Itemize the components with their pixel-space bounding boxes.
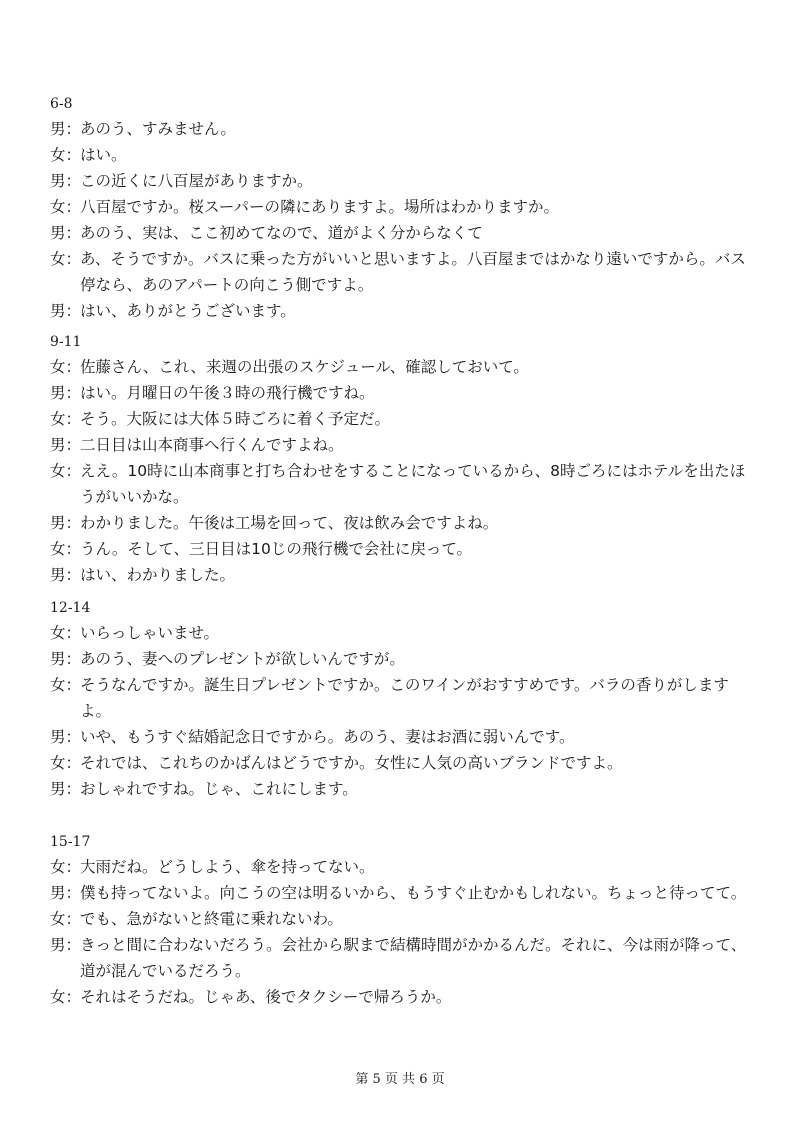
dialogue-line: [50, 724, 750, 750]
dialogue-text: ええ。10時に山本商事と打ち合わせをすることになっているから、8時ごろにはホテルを出たほうがいいかな。: [80, 462, 746, 506]
speaker-label: 女：: [50, 410, 82, 428]
speaker-label: 男：: [50, 650, 82, 668]
speaker-label: 男：: [50, 728, 82, 746]
dialogue-line: [50, 646, 750, 672]
dialogue-line: [50, 168, 750, 194]
speaker-label: 女：: [50, 910, 82, 928]
speaker-label: 女：: [50, 754, 82, 772]
dialogue-line: [50, 932, 750, 984]
dialogue-line: [50, 116, 750, 142]
dialogue-text: はい、ありがとうございます。: [80, 302, 296, 320]
dialogue-text: はい、わかりました。: [80, 566, 236, 584]
dialogue-section-12-14: [50, 596, 750, 802]
dialogue-line: [50, 298, 750, 324]
dialogue-line: [50, 432, 750, 458]
dialogue-line: [50, 246, 750, 298]
speaker-label: 男：: [50, 436, 82, 454]
dialogue-line: [50, 354, 750, 380]
dialogue-text: あのう、実は、ここ初めてなので、道がよく分からなくて: [80, 224, 483, 242]
dialogue-text: うん。そして、三日目は10じの飛行機で会社に戻って。: [80, 540, 473, 558]
dialogue-text: そうなんですか。誕生日プレゼントですか。このワインがおすすめです。バラの香りがしますよ。: [80, 676, 729, 720]
dialogue-text: いや、もうすぐ結婚記念日ですから。あのう、妻はお酒に弱いんです。: [80, 728, 575, 746]
dialogue-section-15-17: [50, 830, 750, 1010]
section-number: 6-8: [50, 96, 73, 112]
dialogue-text: この近くに八百屋がありますか。: [80, 172, 313, 190]
section-number: 12-14: [50, 600, 91, 616]
speaker-label: 女：: [50, 198, 82, 216]
speaker-label: 女：: [50, 988, 82, 1006]
speaker-label: 男：: [50, 780, 82, 798]
speaker-label: 男：: [50, 172, 82, 190]
dialogue-line: [50, 776, 750, 802]
dialogue-text: はい。: [80, 146, 127, 164]
dialogue-text: 僕も持ってないよ。向こうの空は明るいから、もうすぐ止むかもしれない。ちょっと待ってて。: [80, 884, 747, 902]
speaker-label: 男：: [50, 514, 82, 532]
dialogue-line: [50, 984, 750, 1010]
speaker-label: 女：: [50, 250, 82, 268]
dialogue-line: [50, 880, 750, 906]
dialogue-text: それでは、これちのかばんはどうですか。女性に人気の高いブランドですよ。: [80, 754, 623, 772]
dialogue-text: きっと間に合わないだろう。会社から駅まで結構時間がかかるんだ。それに、今は雨が降って、道が混んでいるだろう。: [80, 936, 747, 980]
dialogue-text: はい。月曜日の午後３時の飛行機ですね。: [80, 384, 375, 402]
section-number: 15-17: [50, 834, 91, 850]
section-number: 9-11: [50, 334, 82, 350]
dialogue-text: あ、そうですか。バスに乗った方がいいと思いますよ。八百屋まではかなり遠いですから。バス停なら、あのアパートの向こう側ですよ。: [80, 250, 746, 294]
speaker-label: 男：: [50, 884, 82, 902]
dialogue-line: [50, 142, 750, 168]
dialogue-line: [50, 510, 750, 536]
dialogue-line: [50, 536, 750, 562]
dialogue-line: [50, 750, 750, 776]
dialogue-text: そう。大阪には大体５時ごろに着く予定だ。: [80, 410, 391, 428]
dialogue-text: 八百屋ですか。桜スーパーの隣にありますよ。場所はわかりますか。: [80, 198, 559, 216]
dialogue-section-9-11: [50, 330, 750, 588]
dialogue-line: [50, 906, 750, 932]
speaker-label: 男：: [50, 566, 82, 584]
dialogue-text: 大雨だね。どうしよう、傘を持ってない。: [80, 858, 375, 876]
speaker-label: 女：: [50, 624, 82, 642]
dialogue-line: [50, 406, 750, 432]
dialogue-text: 佐藤さん、これ、来週の出張のスケジュール、確認しておいて。: [80, 358, 529, 376]
speaker-label: 男：: [50, 224, 82, 242]
dialogue-text: あのう、すみません。: [80, 120, 236, 138]
dialogue-line: [50, 220, 750, 246]
speaker-label: 女：: [50, 858, 82, 876]
dialogue-line: [50, 458, 750, 510]
speaker-label: 女：: [50, 462, 82, 480]
speaker-label: 女：: [50, 146, 82, 164]
speaker-label: 男：: [50, 384, 82, 402]
speaker-label: 女：: [50, 358, 82, 376]
dialogue-text: いらっしゃいませ。: [80, 624, 220, 642]
dialogue-text: おしゃれですね。じゃ、これにします。: [80, 780, 358, 798]
dialogue-text: わかりました。午後は工場を回って、夜は飲み会ですよね。: [80, 514, 499, 532]
dialogue-text: 二日目は山本商事へ行くんですよね。: [80, 436, 344, 454]
page-footer: 第 5 页 共 6 页: [355, 1072, 445, 1087]
dialogue-line: [50, 672, 750, 724]
dialogue-text: でも、急がないと終電に乗れないわ。: [80, 910, 343, 928]
speaker-label: 男：: [50, 936, 82, 954]
dialogue-line: [50, 620, 750, 646]
dialogue-text: あのう、妻へのプレゼントが欲しいんですが。: [80, 650, 405, 668]
speaker-label: 男：: [50, 302, 82, 320]
dialogue-line: [50, 854, 750, 880]
dialogue-text: それはそうだね。じゃあ、後でタクシーで帰ろうか。: [80, 988, 452, 1006]
speaker-label: 女：: [50, 676, 82, 694]
dialogue-line: [50, 380, 750, 406]
dialogue-section-6-8: [50, 92, 750, 324]
dialogue-line: [50, 194, 750, 220]
dialogue-line: [50, 562, 750, 588]
speaker-label: 女：: [50, 540, 82, 558]
speaker-label: 男：: [50, 120, 82, 138]
